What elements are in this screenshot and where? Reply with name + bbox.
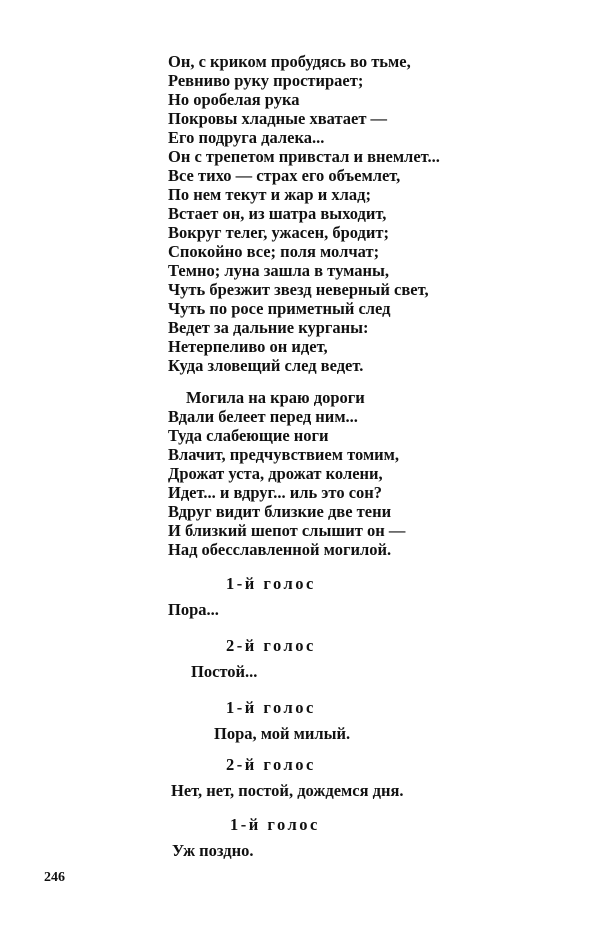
speaker-label: 2-й голос <box>226 636 316 655</box>
stanza1-line: Он с трепетом привстал и внемлет... <box>168 147 440 166</box>
stanza1-line: Покровы хладные хватает — <box>168 109 388 128</box>
stanza2-line: Туда слабеющие ноги <box>168 426 329 445</box>
stanza1-line: Встает он, из шатра выходит, <box>168 204 387 223</box>
speaker-label: 1-й голос <box>226 574 316 593</box>
dialogue-line: Пора... <box>168 600 219 619</box>
stanza2-line: Вдали белеет перед ним... <box>168 407 358 426</box>
dialogue-line: Нет, нет, постой, дождемся дня. <box>171 781 404 800</box>
stanza2-line: Дрожат уста, дрожат колени, <box>168 464 383 483</box>
speaker-label: 2-й голос <box>226 755 316 774</box>
stanza1-line: Темно; луна зашла в туманы, <box>168 261 389 280</box>
stanza2-line: Влачит, предчувствием томим, <box>168 445 400 464</box>
stanza1-line: Но оробелая рука <box>168 90 300 109</box>
stanza1-line: Он, с криком пробудясь во тьме, <box>168 52 411 71</box>
speaker-label: 1-й голос <box>226 698 316 717</box>
stanza2-line: И близкий шепот слышит он — <box>168 521 406 540</box>
stanza1-line: Вокруг телег, ужасен, бродит; <box>168 223 389 242</box>
dialogue-line: Постой... <box>191 662 258 681</box>
stanza1-line: Его подруга далека... <box>168 128 325 147</box>
stanza1-line: Нетерпеливо он идет, <box>168 337 328 356</box>
stanza2-line: Могила на краю дороги <box>186 388 365 407</box>
stanza1-line: Ревниво руку простирает; <box>168 71 364 90</box>
stanza2-line: Идет... и вдруг... иль это сон? <box>168 483 383 502</box>
dialogue-line: Пора, мой милый. <box>214 724 351 743</box>
stanza2-line: Вдруг видит близкие две тени <box>168 502 392 521</box>
stanza2-line: Над обесславленной могилой. <box>168 540 392 559</box>
stanza1-line: По нем текут и жар и хлад; <box>168 185 371 204</box>
speaker-label: 1-й голос <box>230 815 320 834</box>
stanza1-line: Чуть брезжит звезд неверный свет, <box>168 280 429 299</box>
page-number: 246 <box>44 870 65 885</box>
stanza1-line: Ведет за дальние курганы: <box>168 318 369 337</box>
stanza1-line: Спокойно все; поля молчат; <box>168 242 380 261</box>
stanza1-line: Чуть по росе приметный след <box>168 299 391 318</box>
dialogue-line: Уж поздно. <box>172 841 254 860</box>
stanza1-line: Куда зловещий след ведет. <box>168 356 364 375</box>
stanza1-line: Все тихо — страх его объемлет, <box>168 166 401 185</box>
